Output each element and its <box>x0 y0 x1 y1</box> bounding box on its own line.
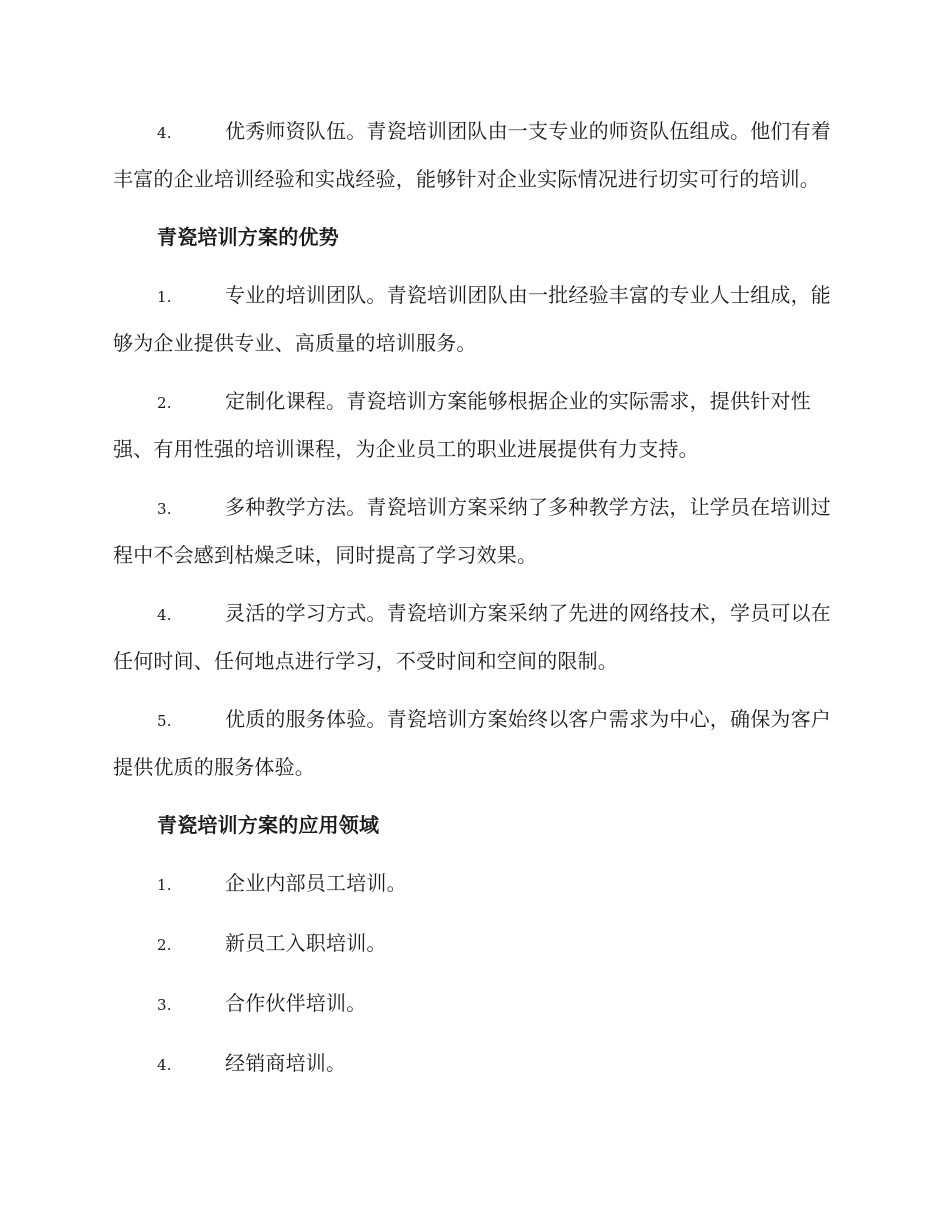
list-item-text: 经销商培训。 <box>225 1051 347 1075</box>
list-item-number: 4. <box>157 124 172 142</box>
list-item-number: 2. <box>157 394 172 412</box>
list-item-number: 3. <box>157 500 172 518</box>
list-item <box>113 920 835 968</box>
list-item <box>113 696 835 790</box>
list-item-number: 4. <box>157 1056 172 1074</box>
list-item <box>113 590 835 684</box>
list-item <box>113 484 835 578</box>
list-item <box>113 272 835 366</box>
list-item-text: 多种教学方法。青瓷培训方案采纳了多种教学方法，让学员在培训过程中不会感到枯燥乏味，同时提高了学习效果。 <box>113 495 831 567</box>
list-item-number: 2. <box>157 936 172 954</box>
section-heading-applications: 青瓷培训方案的应用领域 <box>157 813 380 837</box>
list-item-text: 企业内部员工培训。 <box>225 871 407 895</box>
list-item <box>113 378 835 472</box>
list-item <box>113 860 835 908</box>
section-heading-advantages: 青瓷培训方案的优势 <box>157 225 339 249</box>
document-content <box>113 108 835 1100</box>
list-item-number: 4. <box>157 606 172 624</box>
list-item-text: 新员工入职培训。 <box>225 931 387 955</box>
list-item <box>113 108 835 202</box>
list-item-text: 优质的服务体验。青瓷培训方案始终以客户需求为中心，确保为客户提供优质的服务体验。 <box>113 707 831 779</box>
list-item-text: 优秀师资队伍。青瓷培训团队由一支专业的师资队伍组成。他们有着丰富的企业培训经验和实战经验，能够针对企业实际情况进行切实可行的培训。 <box>113 119 831 191</box>
list-item-text: 定制化课程。青瓷培训方案能够根据企业的实际需求，提供针对性强、有用性强的培训课程，为企业员工的职业进展提供有力支持。 <box>113 389 811 461</box>
list-item <box>113 1040 835 1088</box>
list-item-number: 3. <box>157 996 172 1014</box>
list-item-text: 合作伙伴培训。 <box>225 991 367 1015</box>
list-item <box>113 980 835 1028</box>
list-item-text: 专业的培训团队。青瓷培训团队由一批经验丰富的专业人士组成，能够为企业提供专业、高质量的培训服务。 <box>113 283 831 355</box>
list-item-number: 1. <box>157 288 172 306</box>
list-item-number: 1. <box>157 876 172 894</box>
list-item-number: 5. <box>157 712 172 730</box>
list-item-text: 灵活的学习方式。青瓷培训方案采纳了先进的网络技术，学员可以在任何时间、任何地点进行学习，不受时间和空间的限制。 <box>113 601 831 673</box>
